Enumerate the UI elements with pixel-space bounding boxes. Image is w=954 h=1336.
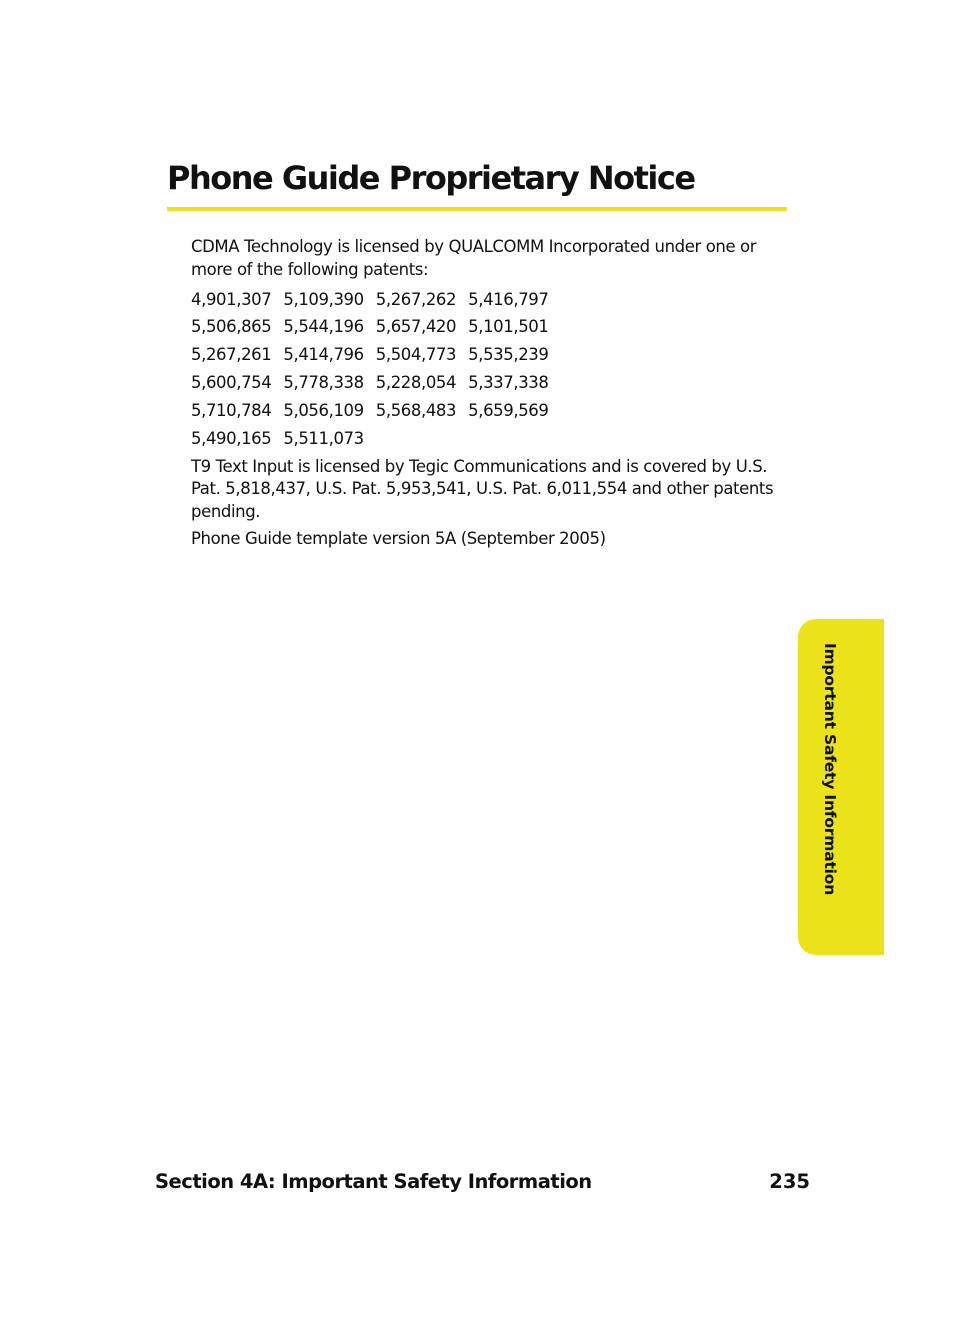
section-side-tab-label: Important Safety Information [821,643,839,896]
patent-number: 5,600,754 [191,373,272,393]
patent-number: 5,267,262 [375,289,457,309]
patent-row [191,397,549,425]
patent-number: 5,109,390 [283,289,364,309]
cdma-license-paragraph: CDMA Technology is licensed by QUALCOMM Incorporated under one or more of the following patents: [191,237,757,279]
patent-number: 5,778,338 [283,373,364,393]
patent-number: 5,544,196 [283,317,364,337]
patent-number: 5,416,797 [468,289,549,309]
patent-row [191,314,549,342]
notice-body [191,236,781,551]
patent-number: 5,337,338 [468,373,549,393]
patent-number: 5,490,165 [191,428,272,448]
patent-number: 5,657,420 [375,317,457,337]
patent-number: 5,506,865 [191,317,272,337]
patent-row [191,342,549,370]
patent-number: 5,535,239 [468,345,549,365]
patent-number: 5,414,796 [283,345,364,365]
patent-number: 5,056,109 [283,400,364,420]
patent-number: 5,101,501 [468,317,549,337]
footer-section-title: Section 4A: Important Safety Information [155,1170,592,1193]
patent-row [191,369,549,397]
footer-page-number: 235 [769,1170,810,1193]
patent-number: 5,228,054 [375,373,457,393]
patent-number: 5,568,483 [375,400,457,420]
patent-number: 4,901,307 [191,289,272,309]
patent-number-table [191,286,549,453]
patent-number: 5,504,773 [375,345,457,365]
patent-number: 5,659,569 [468,400,549,420]
page-title: Phone Guide Proprietary Notice [167,159,695,197]
patent-number: 5,511,073 [283,428,364,448]
template-version-text: Phone Guide template version 5A (September 2005) [191,529,606,549]
patent-number: 5,267,261 [191,345,272,365]
patent-number: 5,710,784 [191,400,272,420]
title-underline [167,207,787,211]
patent-row [191,286,549,314]
t9-license-paragraph: T9 Text Input is licensed by Tegic Communications and is covered by U.S. Pat. 5,818,437, U.S. Pat. 5,953,541, U.S. Pat. 6,011,554 and other patents pending. [191,456,774,521]
section-side-tab [798,619,884,955]
patent-row [191,425,549,453]
